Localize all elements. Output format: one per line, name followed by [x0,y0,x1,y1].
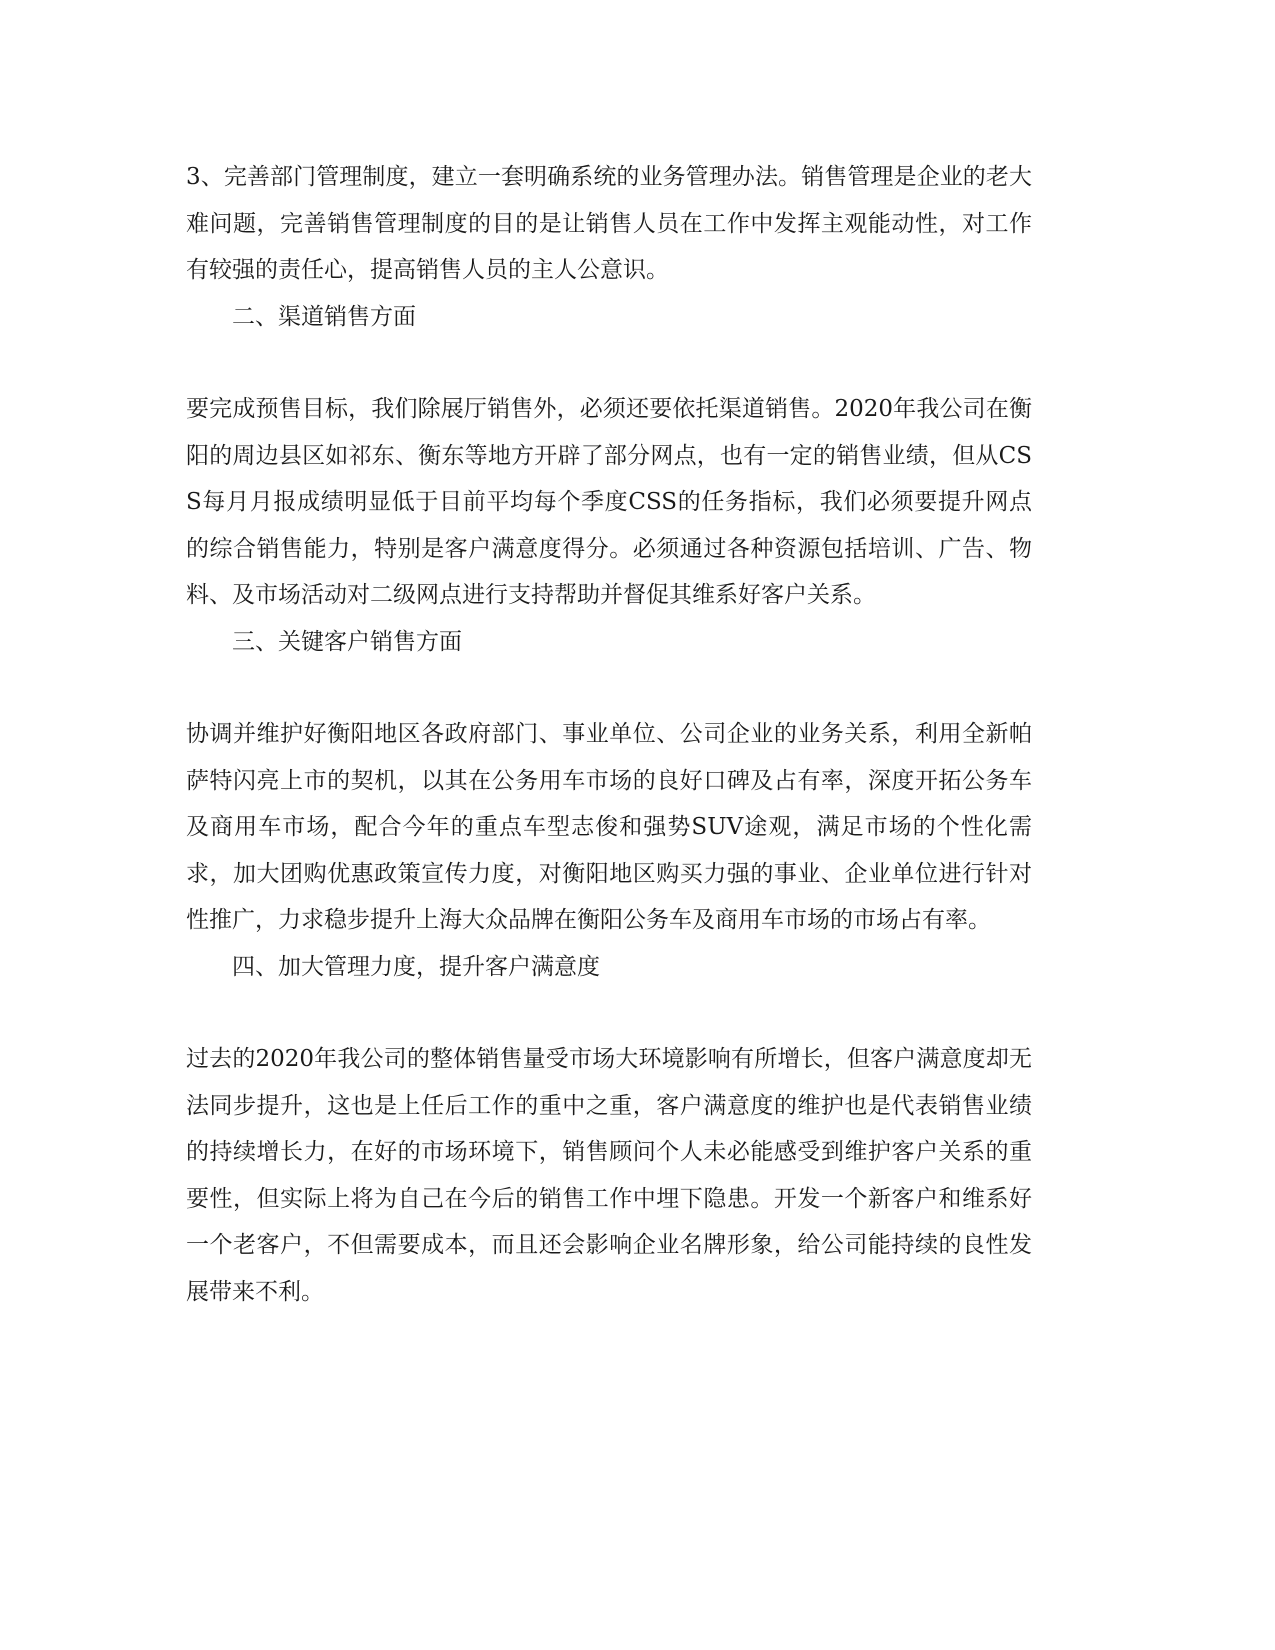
spacer [186,665,1032,711]
paragraph-customer-satisfaction: 过去的2020年我公司的整体销售量受市场大环境影响有所增长，但客户满意度却无法同步提升，这也是上任后工作的重中之重，客户满意度的维护也是代表销售业绩的持续增长力，在好的市场环境下，销售顾问个人未必能感受到维护客户关系的重要性，但实际上将为自己在今后的销售工作中埋下隐患。开发一个新客户和维系好一个老客户，不但需要成本，而且还会影响企业名牌形象，给公司能持续的良性发展带来不利。 [186,1046,1032,1305]
paragraph-management-system: 3、完善部门管理制度，建立一套明确系统的业务管理办法。销售管理是企业的老大难问题，完善销售管理制度的目的是让销售人员在工作中发挥主观能动性，对工作有较强的责任心，提高销售人员的主人公意识。 [186,164,1032,283]
spacer [186,990,1032,1036]
document-page [186,154,1032,1315]
paragraph-channel-sales: 要完成预售目标，我们除展厅销售外，必须还要依托渠道销售。2020年我公司在衡阳的周边县区如祁东、衡东等地方开辟了部分网点，也有一定的销售业绩，但从CSS每月月报成绩明显低于目前平均每个季度CSS的任务指标，我们必须要提升网点的综合销售能力，特别是客户满意度得分。必须通过各种资源包括培训、广告、物料、及市场活动对二级网点进行支持帮助并督促其维系好客户关系。 [186,396,1032,608]
heading-customer-satisfaction: 四、加大管理力度，提升客户满意度 [232,953,600,980]
heading-channel-sales: 二、渠道销售方面 [232,303,416,330]
paragraph-key-account-sales: 协调并维护好衡阳地区各政府部门、事业单位、公司企业的业务关系，利用全新帕萨特闪亮上市的契机，以其在公务用车市场的良好口碑及占有率，深度开拓公务车及商用车市场，配合今年的重点车型志俊和强势SUV途观，满足市场的个性化需求，加大团购优惠政策宣传力度，对衡阳地区购买力强的事业、企业单位进行针对性推广，力求稳步提升上海大众品牌在衡阳公务车及商用车市场的市场占有率。 [186,721,1032,933]
spacer [186,340,1032,386]
heading-key-account-sales: 三、关键客户销售方面 [232,628,462,655]
